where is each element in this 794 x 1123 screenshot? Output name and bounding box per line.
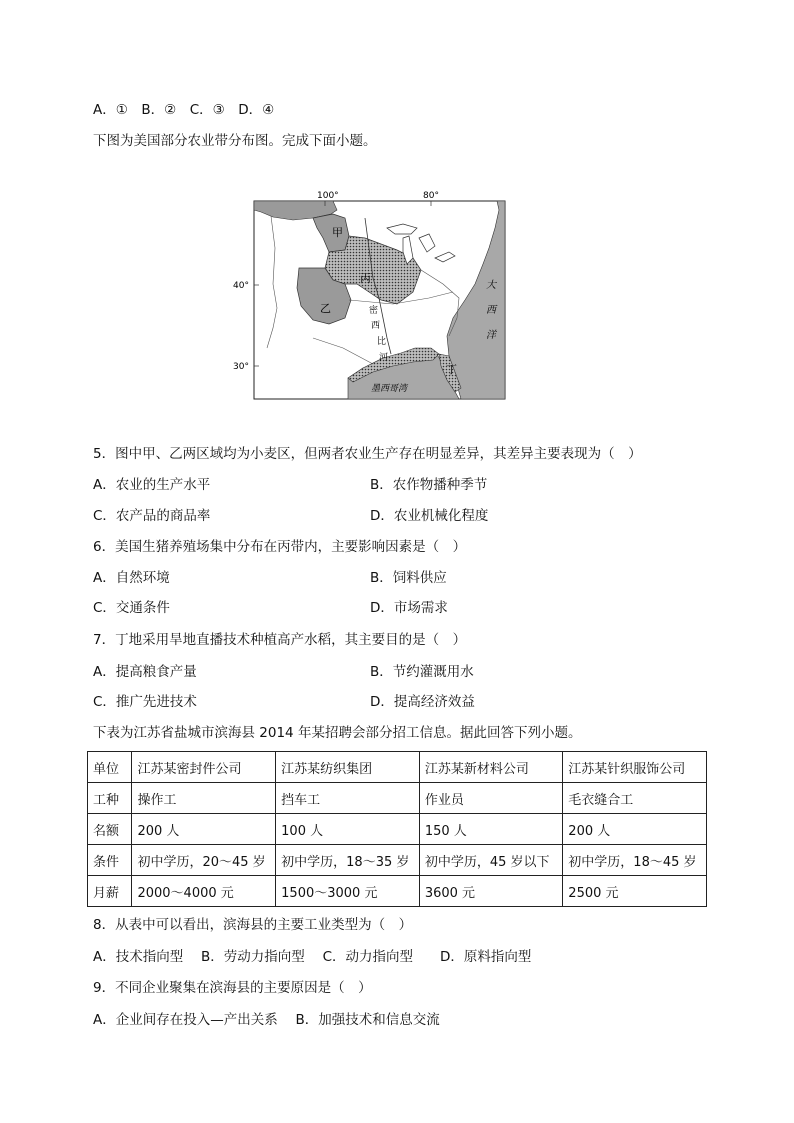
label-lon-100: 100° xyxy=(317,191,339,201)
table-row-header: 单位 xyxy=(88,752,132,783)
q5-stem: 5．图中甲、乙两区域均为小麦区，但两者农业生产存在明显差异，其差异主要表现为（ ） xyxy=(93,446,642,462)
table-row xyxy=(88,814,707,845)
label-atlantic-1: 大 xyxy=(486,280,496,291)
table-cell: 1500～3000 元 xyxy=(276,876,420,907)
q6-option-d: D．市场需求 xyxy=(370,600,448,616)
table-row-header: 工种 xyxy=(88,783,132,814)
q6-option-b: B．饲料供应 xyxy=(370,570,447,586)
table-cell: 100 人 xyxy=(276,814,420,845)
q7-option-a: A．提高粮食产量 xyxy=(93,664,197,680)
table-intro: 下表为江苏省盐城市滨海县 2014 年某招聘会部分招工信息。据此回答下列小题。 xyxy=(93,725,582,741)
q7-option-c: C．推广先进技术 xyxy=(93,694,197,710)
table-cell: 初中学历，18～45 岁 xyxy=(563,845,707,876)
table-row-header: 条件 xyxy=(88,845,132,876)
q8-stem: 8．从表中可以看出，滨海县的主要工业类型为（ ） xyxy=(93,917,413,933)
q6-option-a: A．自然环境 xyxy=(93,570,170,586)
label-lon-80: 80° xyxy=(423,191,439,201)
q6-stem: 6．美国生猪养殖场集中分布在丙带内，主要影响因素是（ ） xyxy=(93,539,467,555)
recruitment-table xyxy=(87,751,707,907)
q9-stem: 9．不同企业聚集在滨海县的主要原因是（ ） xyxy=(93,980,372,996)
label-mississippi-2: 西 xyxy=(371,321,381,331)
q7-stem: 7．丁地采用旱地直播技术种植高产水稻，其主要目的是（ ） xyxy=(93,632,467,648)
label-lat-40: 40° xyxy=(233,281,249,291)
q6-option-c: C．交通条件 xyxy=(93,600,170,616)
q5-option-b: B．农作物播种季节 xyxy=(370,477,488,493)
q8-options: A．技术指向型 B．劳动力指向型 C．动力指向型 D．原料指向型 xyxy=(93,949,532,965)
table-cell: 2500 元 xyxy=(563,876,707,907)
table-cell: 江苏某针织服饰公司 xyxy=(563,752,707,783)
q5-option-d: D．农业机械化程度 xyxy=(370,508,489,524)
map-intro: 下图为美国部分农业带分布图。完成下面小题。 xyxy=(93,133,377,149)
table-row xyxy=(88,783,707,814)
q5-option-a: A．农业的生产水平 xyxy=(93,477,211,493)
table-cell: 200 人 xyxy=(563,814,707,845)
table-cell: 江苏某新材料公司 xyxy=(419,752,562,783)
table-cell: 毛衣缝合工 xyxy=(563,783,707,814)
label-mississippi-3: 比 xyxy=(377,337,387,347)
label-gulf: 墨西哥湾 xyxy=(371,384,408,394)
table-cell: 挡车工 xyxy=(276,783,420,814)
label-atlantic-2: 西 xyxy=(486,305,496,316)
q4-options: A．① B．② C．③ D．④ xyxy=(93,102,275,118)
table-cell: 江苏某密封件公司 xyxy=(132,752,276,783)
table-cell: 江苏某纺织集团 xyxy=(276,752,420,783)
label-bing: 丙 xyxy=(360,272,371,285)
table-cell: 150 人 xyxy=(419,814,562,845)
table-cell: 2000～4000 元 xyxy=(132,876,276,907)
table-cell: 200 人 xyxy=(132,814,276,845)
table-row xyxy=(88,876,707,907)
label-lat-30: 30° xyxy=(233,362,249,372)
q5-option-c: C．农产品的商品率 xyxy=(93,508,211,524)
table-row-header: 月薪 xyxy=(88,876,132,907)
table-cell: 3600 元 xyxy=(419,876,562,907)
label-jia: 甲 xyxy=(332,226,343,239)
label-mississippi-4: 河 xyxy=(379,353,389,363)
label-mississippi-1: 密 xyxy=(369,306,379,316)
label-atlantic-3: 洋 xyxy=(486,330,496,341)
table-cell: 初中学历，45 岁以下 xyxy=(419,845,562,876)
q9-options: A．企业间存在投入—产出关系 B．加强技术和信息交流 xyxy=(93,1012,440,1028)
table-row-header: 名额 xyxy=(88,814,132,845)
table-cell: 初中学历，18～35 岁 xyxy=(276,845,420,876)
label-yi: 乙 xyxy=(320,302,331,315)
q7-option-b: B．节约灌溉用水 xyxy=(370,664,474,680)
table-cell: 操作工 xyxy=(132,783,276,814)
agricultural-belt-map xyxy=(233,188,506,401)
table-row xyxy=(88,845,707,876)
label-ding: 丁 xyxy=(446,363,457,376)
q7-option-d: D．提高经济效益 xyxy=(370,694,475,710)
table-cell: 初中学历，20～45 岁 xyxy=(132,845,276,876)
table-cell: 作业员 xyxy=(419,783,562,814)
table-row xyxy=(88,752,707,783)
